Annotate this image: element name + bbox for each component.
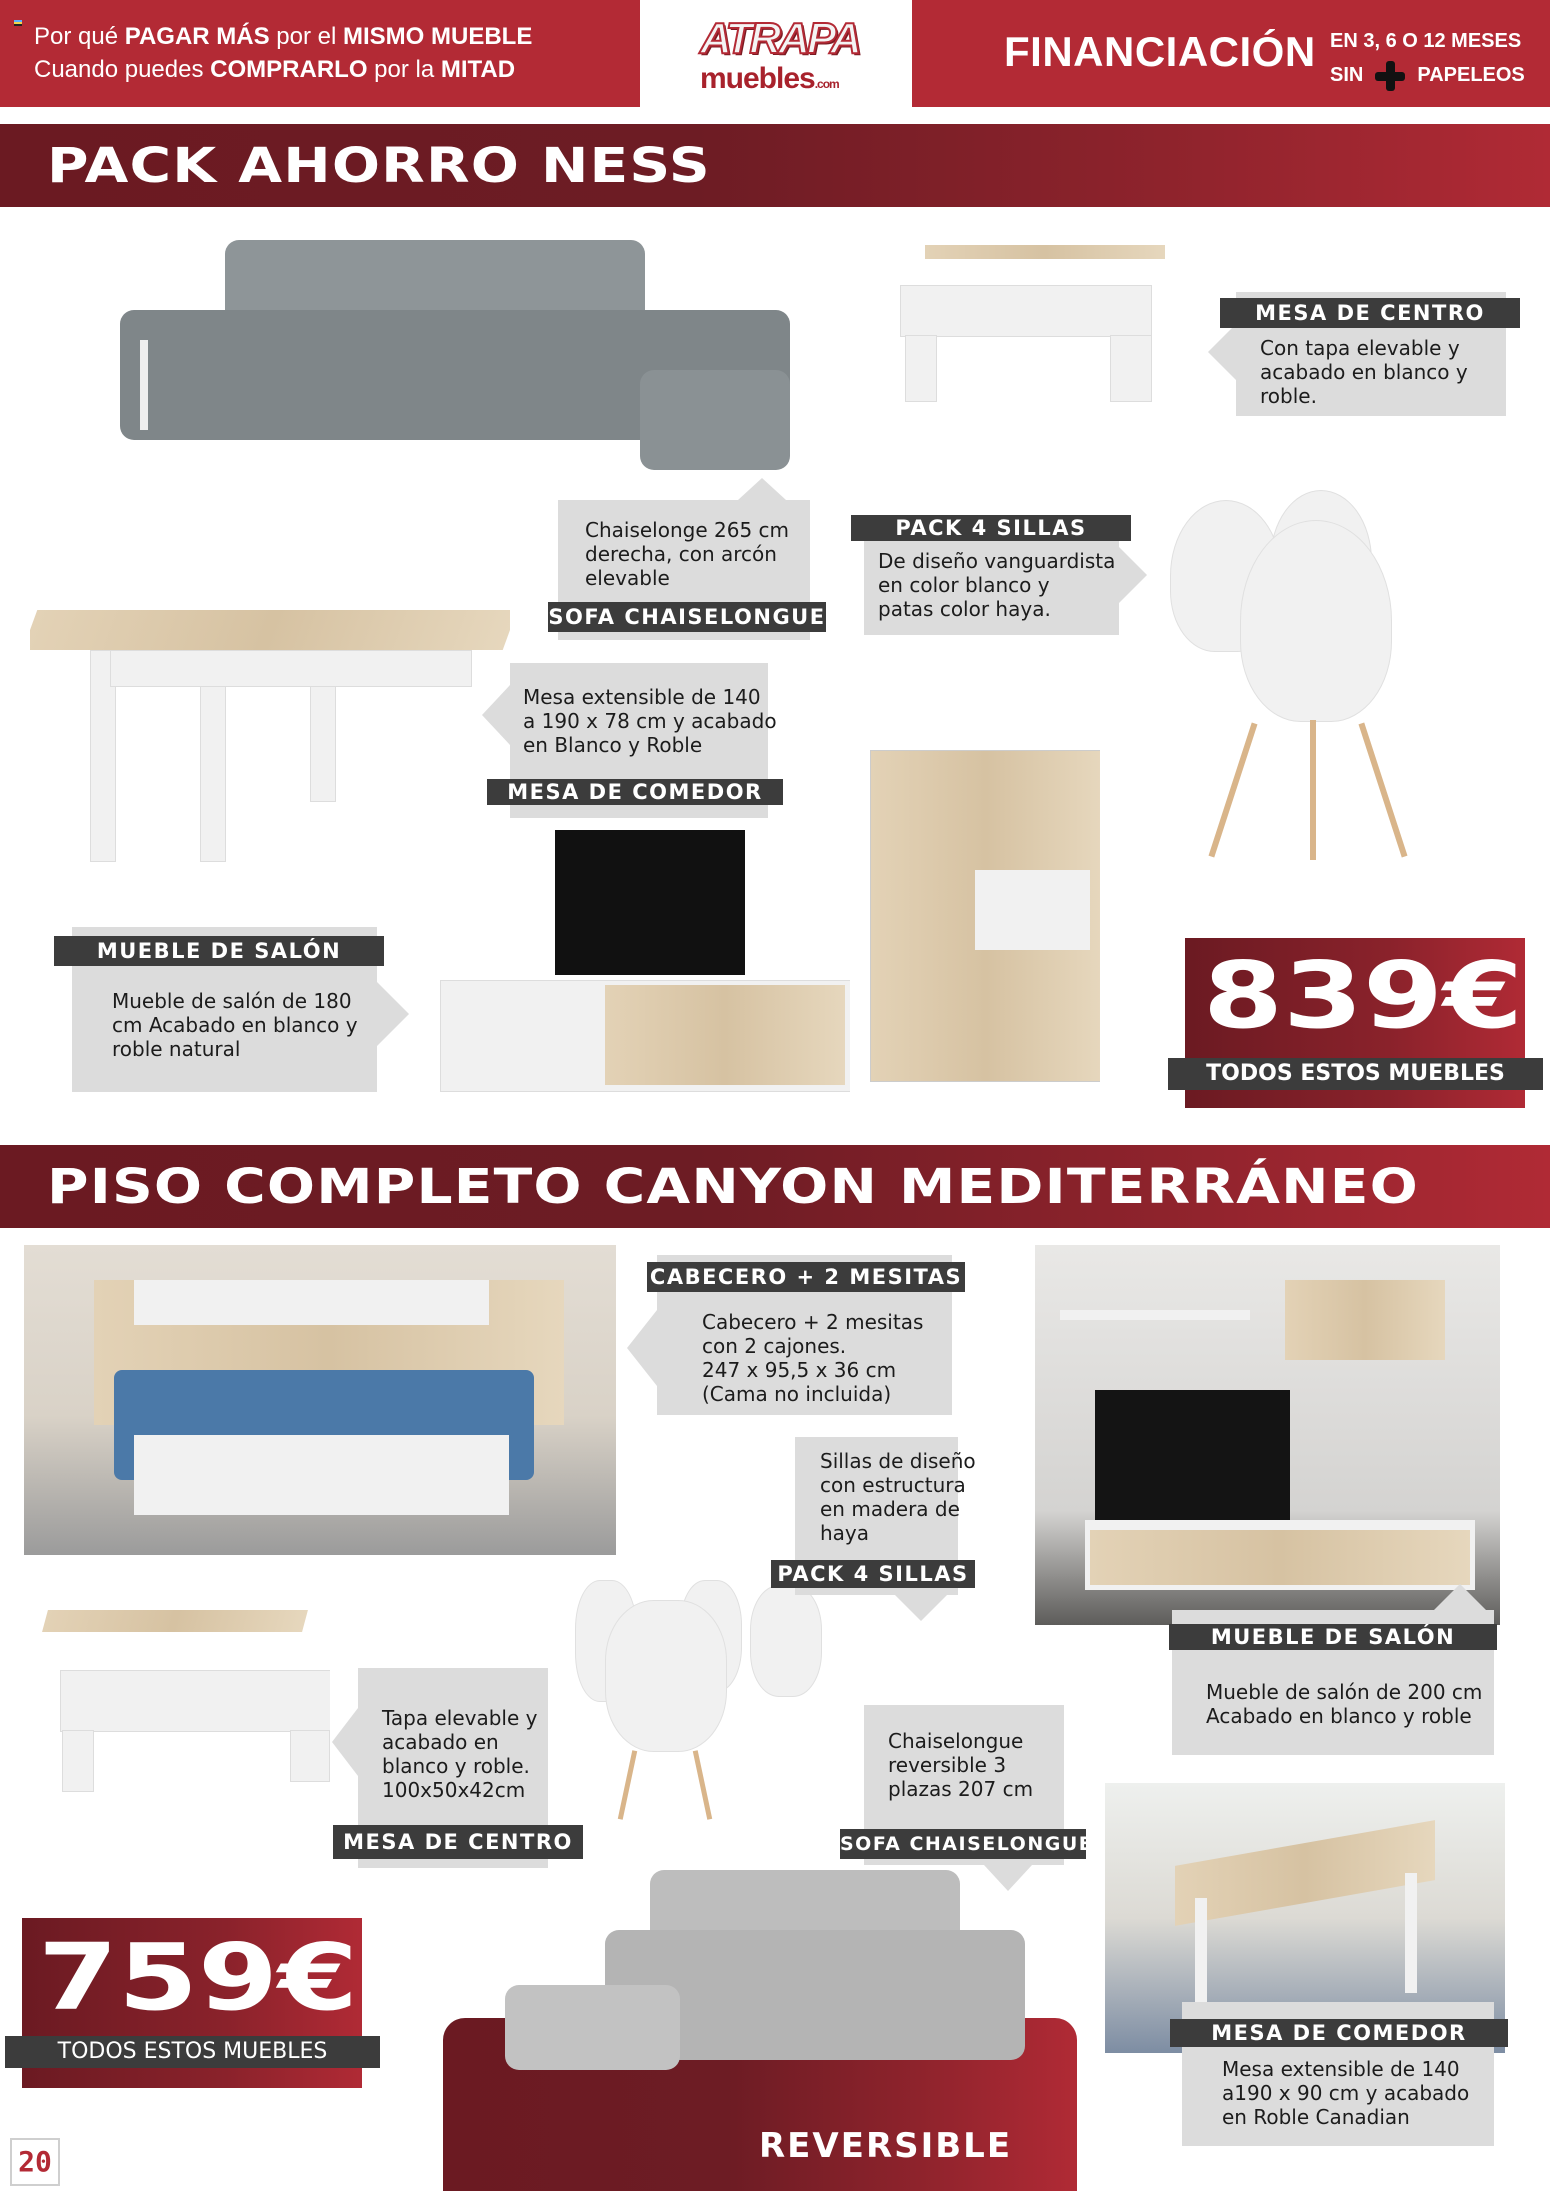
desc-line: De diseño vanguardista xyxy=(878,549,1116,573)
desc-line: a190 x 90 cm y acabado xyxy=(1222,2081,1470,2105)
plus-icon xyxy=(1375,61,1405,91)
label-mesa-de-comedor: MESA DE COMEDOR xyxy=(487,779,783,805)
promo-text: por el xyxy=(269,23,343,50)
desc-line: blanco y roble. xyxy=(382,1754,530,1778)
desc-line: patas color haya. xyxy=(878,597,1051,621)
label-sofa-chaiselongue-2: SOFA CHAISELONGUE xyxy=(840,1829,1086,1859)
desc-line: roble. xyxy=(1260,384,1317,408)
callout-description xyxy=(820,1449,976,1545)
living-room-tv-unit-photo xyxy=(1035,1245,1500,1625)
label-mueble-de-salon: MUEBLE DE SALÓN xyxy=(54,936,384,966)
desc-line: en madera de xyxy=(820,1497,960,1521)
tv-unit-180-image xyxy=(440,830,850,1120)
label-cabecero-2-mesitas: CABECERO + 2 MESITAS xyxy=(647,1262,965,1292)
desc-line: elevable xyxy=(585,566,670,590)
desc-line: haya xyxy=(820,1521,870,1545)
label-mesa-de-centro-2: MESA DE CENTRO xyxy=(333,1825,583,1859)
desc-line: a 190 x 78 cm y acabado xyxy=(523,709,777,733)
promo-text: por la xyxy=(367,56,441,83)
desc-line: roble natural xyxy=(112,1037,241,1061)
coffee-table-image xyxy=(900,245,1165,405)
label-mesa-de-centro: MESA DE CENTRO xyxy=(1220,298,1520,328)
callout-description xyxy=(1222,2057,1469,2129)
reversible-label: REVERSIBLE xyxy=(759,2126,1013,2166)
label-pack-4-sillas-2: PACK 4 SILLAS xyxy=(771,1560,975,1588)
promo-line-1 xyxy=(34,22,532,52)
lift-top-coffee-table-image xyxy=(40,1600,330,1795)
callout-arrow-left-icon xyxy=(482,685,510,745)
four-chairs-image xyxy=(1130,490,1490,860)
label-mesa-de-comedor-2: MESA DE COMEDOR xyxy=(1170,2019,1508,2047)
promo-bold: MISMO MUEBLE xyxy=(343,23,533,50)
callout-description xyxy=(523,685,777,757)
desc-line: 247 x 95,5 x 36 cm xyxy=(702,1358,897,1382)
promo-bold: MITAD xyxy=(440,56,516,83)
callout-arrow-left-icon xyxy=(332,1708,358,1776)
desc-line: en Blanco y Roble xyxy=(523,733,703,757)
financing-sin: SIN xyxy=(1330,64,1364,86)
desc-line: acabado en blanco y xyxy=(1260,360,1468,384)
promo-text: Por qué xyxy=(34,23,125,50)
callout-description xyxy=(382,1706,537,1802)
desc-line: (Cama no incluida) xyxy=(702,1382,892,1406)
label-mueble-de-salon-2: MUEBLE DE SALÓN xyxy=(1169,1624,1497,1650)
label-sofa-chaiselongue: SOFA CHAISELONGUE xyxy=(548,602,826,632)
desc-line: en Roble Canadian xyxy=(1222,2105,1410,2129)
desc-line: en color blanco y xyxy=(878,573,1050,597)
callout-description xyxy=(585,518,789,590)
bedroom-headboard-photo xyxy=(24,1245,616,1555)
desc-line: Mesa extensible de 140 xyxy=(1222,2057,1460,2081)
desc-line: cm Acabado en blanco y xyxy=(112,1013,358,1037)
callout-description xyxy=(1206,1680,1482,1728)
price-tag-pack-2 xyxy=(22,1918,362,2088)
section-title: PACK AHORRO NESS xyxy=(47,138,711,194)
desc-line: Acabado en blanco y roble xyxy=(1206,1704,1472,1728)
desc-line: plazas 207 cm xyxy=(888,1777,1034,1801)
financing-no-paperwork xyxy=(1330,60,1525,91)
label-pack-4-sillas: PACK 4 SILLAS xyxy=(851,515,1131,541)
financing-papeleos: PAPELEOS xyxy=(1417,64,1525,86)
desc-line: Con tapa elevable y xyxy=(1260,336,1460,360)
price-value: 759€ xyxy=(38,1924,359,2031)
desc-line: 100x50x42cm xyxy=(382,1778,526,1802)
desc-line: reversible 3 xyxy=(888,1753,1007,1777)
atrapa-muebles-logo[interactable] xyxy=(640,0,912,107)
callout-description xyxy=(112,989,358,1061)
desc-line: derecha, con arcón xyxy=(585,542,777,566)
callout-description xyxy=(888,1729,1033,1801)
callout-arrow-left-icon xyxy=(627,1310,657,1386)
callout-arrow-down-icon xyxy=(895,1595,947,1621)
chaiselongue-sofa-image xyxy=(120,240,790,470)
page-number: 20 xyxy=(10,2138,60,2186)
callout-arrow-down-icon xyxy=(984,1865,1032,1891)
reversible-chaiselongue-sofa-image xyxy=(505,1870,1025,2070)
promo-bold: PAGAR MÁS xyxy=(124,23,270,50)
promo-bold: COMPRARLO xyxy=(210,56,368,83)
flag-icon xyxy=(14,20,22,26)
price-tag-pack-1 xyxy=(1185,938,1525,1108)
callout-arrow-up-icon xyxy=(738,478,786,500)
financing-title: FINANCIACIÓN xyxy=(1004,28,1316,75)
callout-description xyxy=(1260,336,1468,408)
callout-description xyxy=(702,1310,923,1406)
section-title: PISO COMPLETO CANYON MEDITERRÁNEO xyxy=(47,1159,1419,1215)
desc-line: Cabecero + 2 mesitas xyxy=(702,1310,924,1334)
callout-description xyxy=(878,549,1115,621)
price-value: 839€ xyxy=(1203,942,1524,1049)
promo-text: Cuando puedes xyxy=(34,56,211,83)
desc-line: Mueble de salón de 200 cm xyxy=(1206,1680,1483,1704)
logo-subword xyxy=(700,62,839,96)
desc-line: con 2 cajones. xyxy=(702,1334,847,1358)
promo-header xyxy=(0,0,640,107)
desc-line: Chaiselonge 265 cm xyxy=(585,518,790,542)
price-caption: TODOS ESTOS MUEBLES xyxy=(1168,1058,1543,1090)
desc-line: Tapa elevable y xyxy=(382,1706,538,1730)
section-banner-pack-ahorro-ness xyxy=(0,124,1550,207)
desc-line: Mueble de salón de 180 xyxy=(112,989,352,1013)
desc-line: Sillas de diseño xyxy=(820,1449,976,1473)
desc-line: acabado en xyxy=(382,1730,499,1754)
logo-muebles: muebles xyxy=(700,62,815,95)
logo-suffix: .com xyxy=(814,77,839,91)
section-banner-piso-completo xyxy=(0,1145,1550,1228)
promo-line-2 xyxy=(34,55,515,85)
callout-arrow-up-icon xyxy=(1434,1584,1486,1610)
financing-header xyxy=(912,0,1550,107)
desc-line: Mesa extensible de 140 xyxy=(523,685,761,709)
tall-cabinet-image xyxy=(870,700,1100,1120)
four-chairs-image-2 xyxy=(565,1580,845,1820)
callout-arrow-right-icon xyxy=(377,982,409,1046)
logo-wordmark: ATRAPA xyxy=(700,14,859,63)
desc-line: con estructura xyxy=(820,1473,966,1497)
desc-line: Chaiselongue xyxy=(888,1729,1024,1753)
dining-table-image xyxy=(30,610,510,870)
price-caption: TODOS ESTOS MUEBLES xyxy=(5,2036,380,2068)
callout-arrow-right-icon xyxy=(1119,547,1147,603)
financing-terms: EN 3, 6 O 12 MESES xyxy=(1330,30,1522,52)
callout-arrow-left-icon xyxy=(1208,324,1236,380)
